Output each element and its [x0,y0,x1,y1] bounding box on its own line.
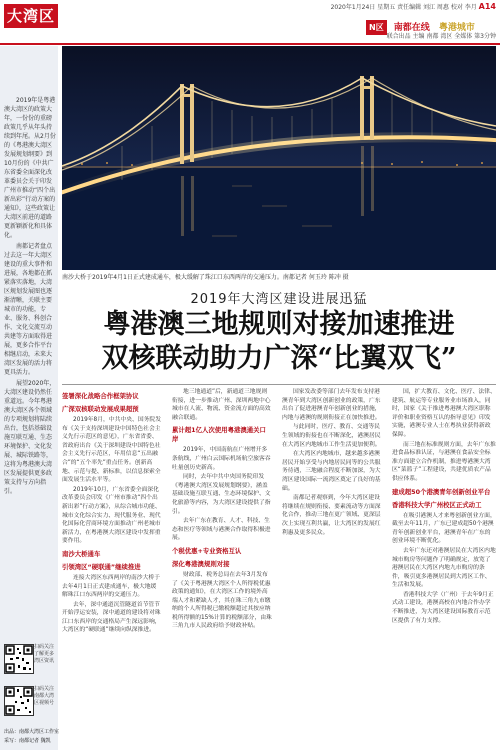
subheading: 建成超50个港澳青年创新创业平台 [392,487,491,496]
headline-line-1: 粤港澳三地规则对接加速推进 [103,309,455,340]
body-paragraph: 与此同时，医疗、教育、交通等民生领域的衔接也在不断深化，港澳居民在大湾区内地城市工作生活更加便利。 [282,424,381,448]
sidebar-paragraph: 2019年是粤港澳大湾区的政策大年，一份份的重磅政策几乎从年头持续到年尾。从2月份的《粤港澳大湾区发展规划纲要》到10月份的《中共广东省委全面深化改革委员会关于印发广州市推动“四个出新出彩”行动方案的通知》，这些政策让大湾区前进的道路更新颖新化和具体化。 [4,97,56,239]
article-column-1 [62,388,162,744]
subheading: 个税优惠+专业资格互认 [172,546,242,555]
subheading: 香港科技大学广州校区正式动工 [392,500,482,509]
body-paragraph: 财政部、税务总局在去年3月发布了《关于粤港澳大湾区个人所得税优惠政策的通知》，在大湾区工作的境外高端人才和紧缺人才，其在珠三角九市缴纳的个人所得税已缴税额超过其按应纳税所得额的15%计算的税额部分，由珠三角九市人民政府给予财政补贴。 [172,571,272,630]
body-paragraph: 去年广东在教育、人才、科技、生态和医疗等领域与港澳合作取得积极进展。 [172,518,271,542]
sidebar-credits [4,728,60,746]
subheading: 累计超1亿人次使用粤港澳通关口岸 [172,426,266,444]
masthead-logo [366,15,496,31]
header-divider [0,43,500,45]
body-paragraph: 连接大湾区东西两岸的南沙大桥于去年4月1日正式建成通车，极大地缓解珠江口东西两岸的交通压力。 [62,574,160,599]
body-paragraph: 香港科技大学（广州）于去年9月正式动工建设，港澳高校在内地合作办学不断推进，为大湾区建设国际教育示范区提供了有力支撑。 [392,591,494,624]
bridge-night-photo [62,46,496,270]
page-header [0,0,500,44]
masthead-tagline: 联合出品 主编 南都 湾区 全媒体 第3分钟 [386,33,496,40]
page-number: A14 [478,2,496,11]
sidebar-paragraph: 展望2020年，大湾区建设仍然任重道远。今年粤港澳大湾区各个领域的专项规划将陆续出台，包括基础设施互联互通、生态环境保护、文化发展、城际铁路等，这将为粤港澳大湾区发展提供更多政策支持与方向指引。 [4,380,56,495]
logo-subtitle: 粤港城市 [438,23,475,33]
page-meta [300,2,496,14]
article-headline [62,308,496,376]
credit-editor: 出品：南都大湾区工作室 [4,729,60,735]
issue-info: 2020年1月24日 星期五 责任编辑 刘江 周惠 校对 李月 [330,4,477,11]
body-paragraph: 2019年10月，广东省委全面深化改革委员会印发《广州市推动“四个出新出彩”行动方案》，从综合城市功能、城市文化综合实力、现代服务业、现代化国际化营商环境方面推动广州老城市新活力，在粤港澳大湾区建设中发挥重要作用。 [62,486,161,545]
qr-code-note: 扫码关注了解更多湾区资讯 [34,644,55,664]
body-paragraph: 去年广东还对港澳居民在大湾区内地城市购房等问题作了明确规定，放宽了港澳居民在大湾区内地九市购房的条件，吸引更多港澳居民到大湾区工作、生活和发展。 [392,547,496,589]
subheading: 签署深化战略合作框架协议 [62,392,139,400]
qr-code-icon[interactable] [4,644,34,674]
body-paragraph: 同时，去年中共中央国务院印发《粤港澳大湾区发展规划纲要》，涵盖基础设施互联互通、生态环境保护、文化旅游等内容，为大湾区建设提供了指引。 [172,474,271,515]
body-paragraph: 南都记者观察到，今年大湾区建设将继续在规则衔接、要素流动等方面深化合作，推动三地在更广领域、更深层次上实现互利共赢，让大湾区的发展红利惠及更多民众。 [282,495,381,536]
body-paragraph: 国，扩大教育、文化、医疗、法律、建筑、航运等专业服务业市场准入，同时，国家《关于推进粤港澳大湾区职称评价和职业资格互认的指导意见》印发实施，港澳专业人士在粤执业获得新政保障。 [392,389,496,438]
credit-reporter: 采写：南都记者 魏凯 [4,738,51,744]
article-column-3 [282,388,382,744]
qr-code-note: 扫码关注南都大湾区视频号 [34,686,55,706]
body-paragraph: 地三地通道”后，新通道三地规则衔接，进一步推动广州、深圳两地中心城市在人流、物流、资金流方面的高效融合联通。 [172,389,271,421]
subheading: 引领湾区“硬联通”继续推进 [62,562,141,571]
sidebar-summary [4,96,56,498]
body-paragraph: 2019年，中国南航在广州增开多条航线，广州白云国际机场航空旅客吞吐量创历史新高。 [172,447,271,471]
logo-title: 南都在线 [393,23,430,33]
body-paragraph: 而三地在标准规则方面，去年广东推进食品标准认证，与港澳在食品安全标准方面建立合作机制，推进粤港澳大湾区“菜篮子”工程建设，共建优质农产品供应体系。 [392,441,496,482]
body-paragraph: 2019年8月，中共中央、国务院发布《关于支持深圳建设中国特色社会主义先行示范区的意见》，广东省省委、省政府出台《关于深圳建设中国特色社会主义先行示范区，年用信息“五出融合”的“五个率先”重点任务。创新高地、示范与提、新标准，以信息探索全面发展生活水平等。 [62,417,162,484]
headline-line-2: 双核联动助力广深“比翼双飞” [101,343,457,374]
body-paragraph: 在吸引港澳人才来粤创新创业方面，截至去年11月，广东已建成超50个港澳青年创新创业平台，港澳青年在广东的创业环境不断优化。 [392,512,496,545]
headline-divider [62,384,496,385]
body-paragraph: 国家发改委等部门去年发布支持港澳青年到大湾区创新创业的政策，广东出台了促进港澳青年创新创业的措施，内地与港澳的规则衔接正在加快推进。 [282,389,381,421]
article-column-2 [172,388,272,744]
subheading: 深化粤港澳规则对接 [172,559,230,568]
sidebar-paragraph: 南都记者盘点过去这一年大湾区建设的重大事件和进展，各地都在抓紧落实落地，大湾区规划发展图也逐渐清晰，关联主要城市的功能，专业、服务、科创合作、文化交流互动共建等方面取得进展，更多合作平台相继启动，未来大湾区发展的活力将更具活力。 [4,243,53,376]
article-column-4 [392,388,496,744]
photo-caption: 南沙大桥于2019年4月1日正式建成通车，极大缓解了珠江口东西两岸的交通压力。南都记者 何玉玲 陈冲 摄 [62,274,349,281]
subheading: 南沙大桥通车 [62,549,101,558]
article-kicker: 2019年大湾区建设进展迅猛 [190,292,368,307]
section-badge: 大湾区 [4,4,58,28]
body-paragraph: 在大湾区内地城市，越来越多港澳居民开始享受与内地居民同等的公共服务待遇，三地融合程度不断加深，为大湾区建设国际一流湾区奠定了良好的基础。 [282,451,381,492]
qr-code-icon[interactable] [4,686,34,716]
logo-mark: N区 [366,20,387,35]
body-paragraph: 去年，深中通道沉管隧道首节管节开始浮运安装，深中通道的建设将对珠江口东西岸的交通格局产生深远影响，大湾区的“硬联通”继续向纵深推进。 [62,601,161,634]
subheading: 广深双核联动发展成果超预 [62,405,139,413]
